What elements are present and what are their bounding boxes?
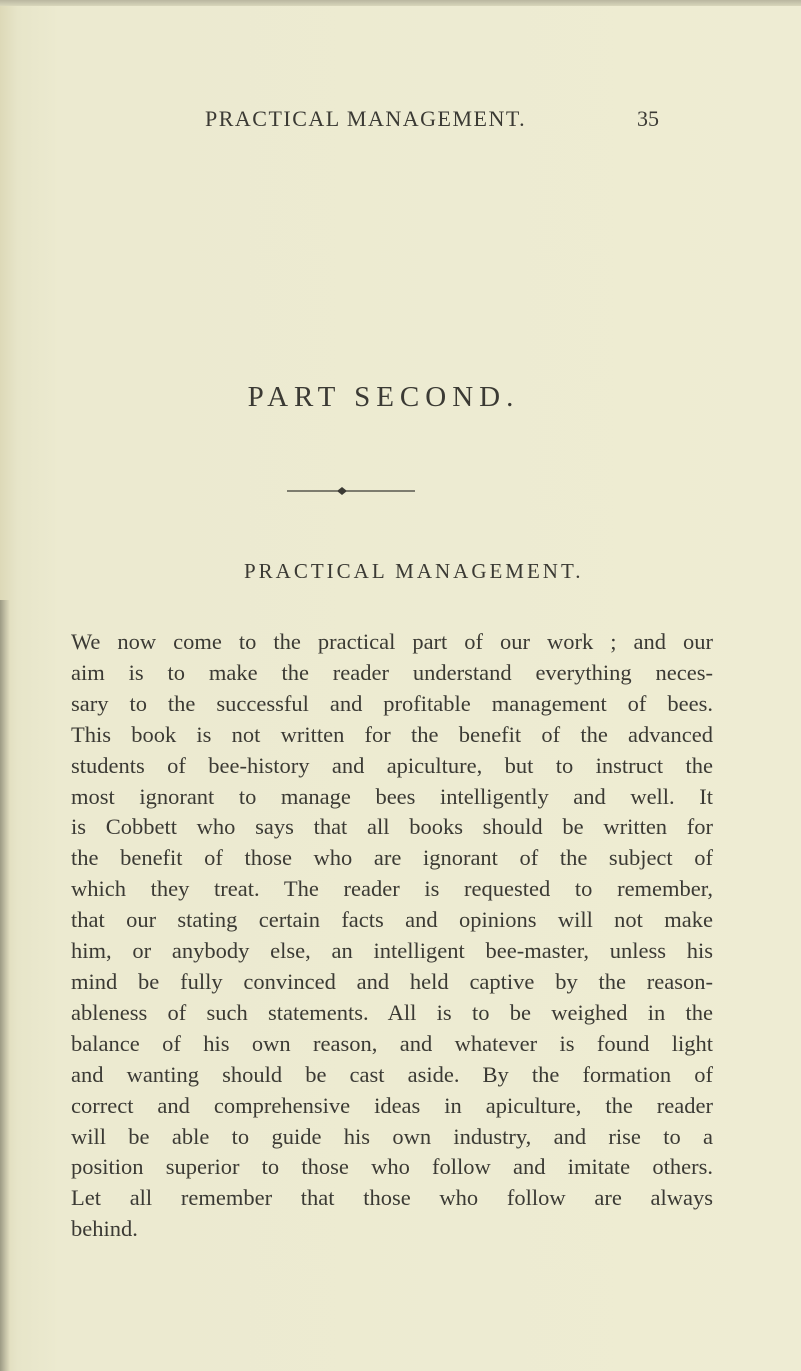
paragraph-line: which they treat. The reader is requested to remember, <box>71 876 713 902</box>
paragraph-line: ableness of such statements. All is to be weighed in the <box>71 999 713 1025</box>
body-paragraph <box>71 627 713 1245</box>
paragraph-line: most ignorant to manage bees intelligently and well. It <box>71 783 713 809</box>
paragraph-line: students of bee-history and apiculture, but to instruct the <box>71 752 713 778</box>
binding-edge-shadow <box>0 600 10 1371</box>
paragraph-line: behind. <box>71 1216 138 1242</box>
paragraph-line: is Cobbett who says that all books should be written for <box>71 814 713 840</box>
part-heading: PART SECOND. <box>247 381 520 413</box>
paragraph-line: position superior to those who follow and imitate others. <box>71 1154 713 1180</box>
running-head <box>0 106 801 136</box>
paragraph-line: mind be fully convinced and held captive by the reason- <box>71 968 713 994</box>
paragraph-line: that our stating certain facts and opinions will not make <box>71 907 713 933</box>
paragraph-line: him, or anybody else, an intelligent bee-master, unless his <box>71 938 713 964</box>
paragraph-line: Let all remember that those who follow are always <box>71 1185 713 1211</box>
top-edge-shadow <box>0 0 801 6</box>
paragraph-line: This book is not written for the benefit of the advanced <box>71 721 713 747</box>
paragraph-line: correct and comprehensive ideas in apiculture, the reader <box>71 1092 713 1118</box>
diamond-rule-ornament <box>287 485 415 497</box>
paragraph-line: will be able to guide his own industry, and rise to a <box>71 1123 713 1149</box>
paragraph-line: aim is to make the reader understand everything neces- <box>71 659 713 685</box>
paragraph-line: and wanting should be cast aside. By the formation of <box>71 1061 713 1087</box>
paragraph-line: We now come to the practical part of our work ; and our <box>71 629 713 654</box>
paragraph-line: the benefit of those who are ignorant of the subject of <box>71 845 713 871</box>
paragraph-line: sary to the successful and profitable management of bees. <box>71 690 713 716</box>
page-number: 35 <box>637 106 659 131</box>
paragraph-line: balance of his own reason, and whatever is found light <box>71 1030 713 1056</box>
section-heading: PRACTICAL MANAGEMENT. <box>244 559 584 583</box>
running-title: PRACTICAL MANAGEMENT. <box>205 106 527 131</box>
